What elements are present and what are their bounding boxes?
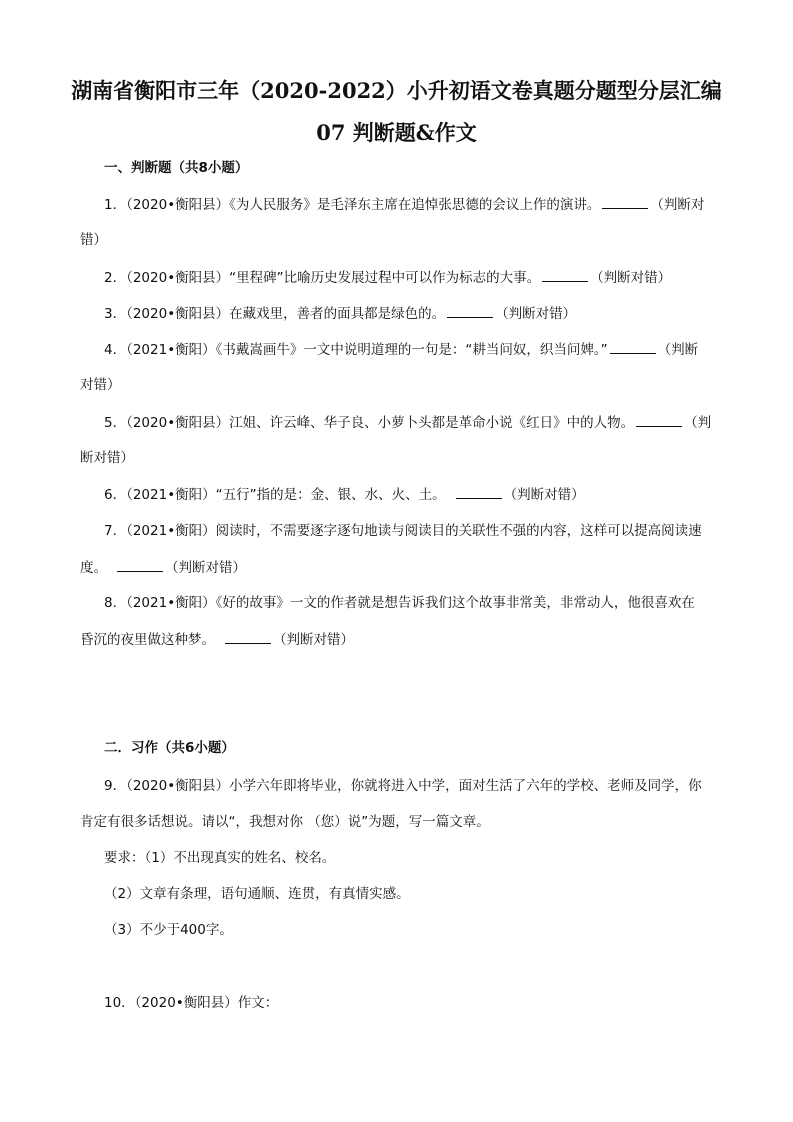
question-10 xyxy=(104,993,719,1013)
question-6 xyxy=(104,484,719,504)
question-text: “五行”指的是：金、银、水、火、土。 xyxy=(215,487,446,503)
question-9 xyxy=(80,776,719,832)
question-number: 8． xyxy=(104,595,127,611)
question-text: “里程碑”比喻历史发展过程中可以作为标志的大事。 xyxy=(229,270,541,286)
question-source: （2020•衡阳县） xyxy=(126,415,230,431)
judge-instruction: （判断对错） xyxy=(590,270,672,286)
question-4 xyxy=(80,339,719,395)
requirement-2: （2）文章有条理，语句通顺、连贯，有真情实感。 xyxy=(104,886,410,902)
question-number: 9． xyxy=(104,778,127,794)
question-2 xyxy=(104,267,719,287)
requirement-1: 要求：（1）不出现真实的姓名、校名。 xyxy=(104,850,336,866)
answer-blank[interactable] xyxy=(447,303,493,318)
question-source: （2020•衡阳县） xyxy=(134,995,238,1011)
question-source: （2021•衡阳） xyxy=(126,523,216,539)
question-number: 6． xyxy=(104,487,127,503)
answer-blank[interactable] xyxy=(225,629,271,644)
question-7 xyxy=(80,521,719,577)
question-number: 2． xyxy=(104,270,127,286)
question-text: 江姐、许云峰、华子良、小萝卜头都是革命小说《红日》中的人物。 xyxy=(229,415,635,431)
question-source: （2020•衡阳县） xyxy=(126,306,230,322)
question-number: 7． xyxy=(104,523,127,539)
question-text: 《为人民服务》是毛泽东主席在追悼张思德的会议上作的演讲。 xyxy=(229,197,601,213)
question-source: （2021•衡阳） xyxy=(126,342,216,358)
question-text: 在藏戏里，善者的面具都是绿色的。 xyxy=(229,306,446,322)
judge-instruction-cont: 错） xyxy=(80,232,107,248)
answer-blank[interactable] xyxy=(117,557,163,572)
question-source: （2020•衡阳县） xyxy=(126,197,230,213)
question-1 xyxy=(80,194,719,250)
question-number: 1． xyxy=(104,197,127,213)
section-heading-judgement: 一、判断题（共8小题） xyxy=(104,160,249,176)
question-text: 小学六年即将毕业，你就将进入中学，面对生活了六年的学校、老师及同学，你 xyxy=(229,778,702,794)
answer-blank[interactable] xyxy=(610,339,656,354)
question-number: 10． xyxy=(104,995,135,1011)
document-title-line2: 07 判断题&作文 xyxy=(316,120,477,145)
judge-instruction: （判断对错） xyxy=(503,487,585,503)
answer-blank[interactable] xyxy=(602,194,648,209)
judge-instruction: （判断对错） xyxy=(165,560,246,576)
judge-instruction: （判 xyxy=(684,415,712,431)
judge-instruction: （判断对 xyxy=(650,197,705,213)
answer-blank[interactable] xyxy=(636,412,682,427)
answer-blank[interactable] xyxy=(542,267,588,282)
document-title-line1: 湖南省衡阳市三年（2020-2022）小升初语文卷真题分题型分层汇编 xyxy=(71,78,722,103)
judge-instruction-cont: 断对错） xyxy=(80,450,134,466)
judge-instruction-cont: 对错） xyxy=(80,377,121,393)
question-source: （2020•衡阳县） xyxy=(126,270,230,286)
question-text: 阅读时，不需要逐字逐句地读与阅读目的关联性不强的内容，这样可以提高阅读速 xyxy=(215,523,702,539)
question-text-cont: 昏沉的夜里做这种梦。 xyxy=(80,632,215,648)
judge-instruction: （判断对错） xyxy=(495,306,577,322)
question-number: 4． xyxy=(104,342,127,358)
question-text: 《书戴嵩画牛》一文中说明道理的一句是：“耕当问奴，织当问婢。” xyxy=(215,342,608,358)
question-number: 5． xyxy=(104,415,127,431)
judge-instruction: （判断对错） xyxy=(273,632,354,648)
question-text: 《好的故事》一文的作者就是想告诉我们这个故事非常美，非常动人，他很喜欢在 xyxy=(215,595,695,611)
question-text: 作文： xyxy=(237,995,279,1011)
judge-instruction: （判断 xyxy=(657,342,699,358)
question-number: 3． xyxy=(104,306,127,322)
question-3 xyxy=(104,303,719,323)
question-text-cont: 肯定有很多话想说。请以“，我想对你 （您）说”为题，写一篇文章。 xyxy=(80,814,490,830)
question-8 xyxy=(80,593,719,649)
section-heading-composition: 二．习作（共6小题） xyxy=(104,740,235,756)
requirement-3: （3）不少于400字。 xyxy=(104,922,233,938)
question-5 xyxy=(80,412,719,468)
question-source: （2021•衡阳） xyxy=(126,487,216,503)
question-source: （2020•衡阳县） xyxy=(126,778,230,794)
question-text-cont: 度。 xyxy=(80,560,107,576)
answer-blank[interactable] xyxy=(456,484,502,499)
question-source: （2021•衡阳） xyxy=(126,595,216,611)
